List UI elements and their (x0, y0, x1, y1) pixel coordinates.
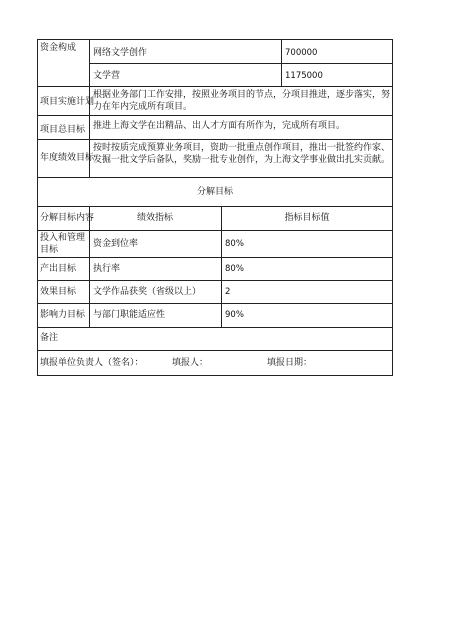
breakdown-indicator: 与部门职能适应性 (93, 310, 166, 320)
filler-label: 填报人： (172, 358, 209, 368)
funding-label: 资金构成 (40, 43, 77, 53)
table-border-top (37, 39, 393, 40)
breakdown-category: 产出目标 (40, 264, 77, 274)
divider (37, 115, 393, 116)
breakdown-value: 80% (225, 239, 244, 249)
breakdown-value: 2 (225, 287, 231, 297)
implementation-plan-label: 项目实施计划 (40, 97, 95, 107)
implementation-plan-text: 根据业务部门工作安排，按照业务项目的节点，分项目推进，逐步落实，努力在年内完成所有项目。 (93, 90, 391, 112)
table-border-bottom (37, 375, 393, 376)
responsible-signature-label: 填报单位负责人（签名）： (40, 358, 144, 368)
divider (37, 257, 393, 258)
divider (221, 206, 222, 327)
breakdown-header-content: 分解目标内容 (40, 213, 95, 223)
divider (37, 177, 393, 178)
divider (37, 86, 393, 87)
breakdown-category: 效果目标 (40, 287, 77, 297)
divider (89, 206, 90, 327)
divider (89, 63, 393, 64)
funding-item-name: 网络文学创作 (93, 48, 148, 58)
divider (37, 303, 393, 304)
remarks-label: 备注 (40, 333, 59, 343)
overall-goal-label: 项目总目标 (40, 125, 86, 135)
funding-item-amount: 1175000 (285, 71, 323, 81)
divider (37, 280, 393, 281)
overall-goal-text: 推进上海文学在出精品、出人才方面有所作为，完成所有项目。 (93, 121, 346, 131)
funding-item-name: 文学营 (93, 71, 121, 81)
table-border-right (392, 39, 393, 376)
annual-goal-text: 按时按质完成预算业务项目，资助一批重点创作项目，推出一批签约作家、发掘一批文学后备队，奖励一批专业创作，为上海文学事业做出扎实贡献。 (93, 143, 391, 165)
fill-date-label: 填报日期： (267, 358, 313, 368)
breakdown-category: 投入和管理目标 (40, 233, 86, 255)
breakdown-category: 影响力目标 (40, 310, 86, 320)
divider (37, 139, 393, 140)
divider (37, 206, 393, 207)
breakdown-indicator: 执行率 (93, 264, 121, 274)
divider (37, 350, 393, 351)
breakdown-header-value: 指标目标值 (284, 213, 330, 223)
annual-goal-label: 年度绩效目标 (40, 153, 95, 163)
funding-item-amount: 700000 (285, 48, 318, 58)
breakdown-header-indicator: 绩效指标 (136, 213, 173, 223)
breakdown-indicator: 资金到位率 (93, 239, 139, 249)
breakdown-value: 90% (225, 310, 244, 320)
breakdown-indicator: 文学作品获奖（省级以上） (93, 287, 202, 297)
table-border-left (37, 39, 38, 376)
divider (37, 230, 393, 231)
breakdown-title: 分解目标 (196, 187, 233, 197)
divider (37, 327, 393, 328)
breakdown-value: 80% (225, 264, 244, 274)
